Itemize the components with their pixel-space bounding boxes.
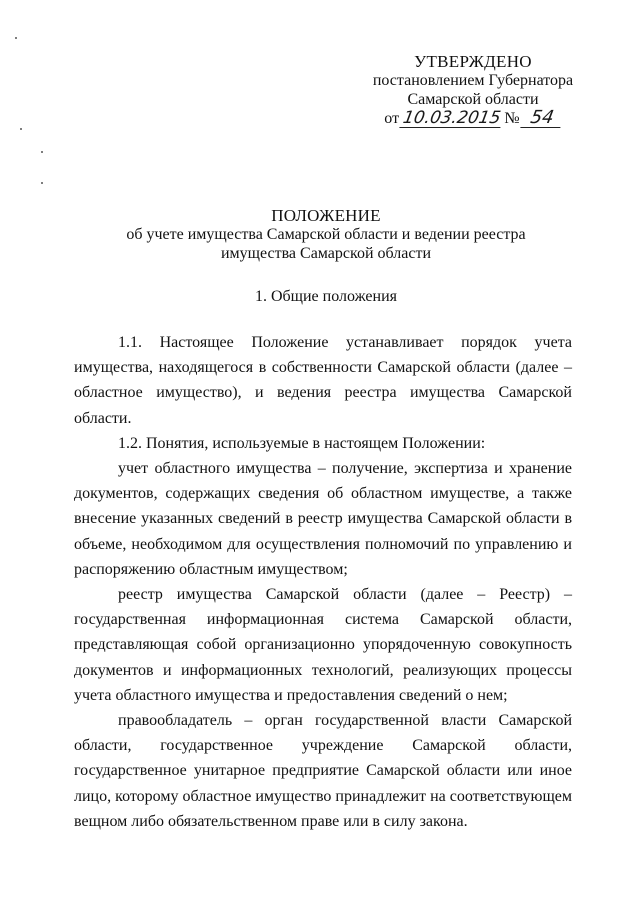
paragraph: учет областного имущества – получение, экспертиза и хранение документов, содержащих сведения об областном имуществе, а также внесение указанных сведений в реестр имущества Самарской области в объеме, необходимом для осуществления полномочий по управлению и распоряжению областным имуществом; xyxy=(74,460,572,578)
approval-line-1: постановлением Губернатора xyxy=(372,72,574,89)
handwritten-number: 54 xyxy=(520,109,563,128)
approval-date-number-line xyxy=(368,109,578,128)
approval-heading: УТВЕРЖДЕНО xyxy=(414,52,532,71)
paragraph: 1.2. Понятия, используемые в настоящем Положении: xyxy=(118,434,486,452)
scan-speck xyxy=(41,182,43,184)
approval-line-2: Самарской области xyxy=(407,91,539,108)
paragraph: правообладатель – орган государственной власти Самарской области, государственное учреждение Самарской области, государственное унитарное предприятие Самарской области или иное лицо, которому областное имущество принадлежит на соответствующем вещном либо обязательственном праве или в силу закона. xyxy=(74,712,572,830)
scan-speck xyxy=(41,151,43,153)
scan-speck xyxy=(20,128,22,130)
document-title: ПОЛОЖЕНИЕ xyxy=(271,206,381,225)
document-subtitle-line-2: имущества Самарской области xyxy=(220,245,432,262)
section-heading: 1. Общие положения xyxy=(254,288,398,305)
from-label: от xyxy=(384,110,400,127)
document-title-block xyxy=(96,206,556,263)
document-subtitle-line-1: об учете имущества Самарской области и ведении реестра xyxy=(126,226,526,243)
handwritten-date: 10.03.2015 xyxy=(401,108,503,128)
scan-speck xyxy=(15,37,17,39)
paragraph: 1.1. Настоящее Положение устанавливает порядок учета имущества, находящегося в собственности Самарской области (далее – областное имущество), и ведения реестра имущества Самарской области. xyxy=(74,334,572,427)
paragraph: реестр имущества Самарской области (далее – Реестр) – государственная информационная система Самарской области, представляющая собой организационно упорядоченную совокупность документов и информационных технологий, реализующих процессы учета областного имущества и предоставления сведений о нем; xyxy=(74,586,572,704)
number-label: № xyxy=(504,110,520,127)
approval-stamp-block xyxy=(368,52,578,128)
document-body xyxy=(74,330,572,834)
